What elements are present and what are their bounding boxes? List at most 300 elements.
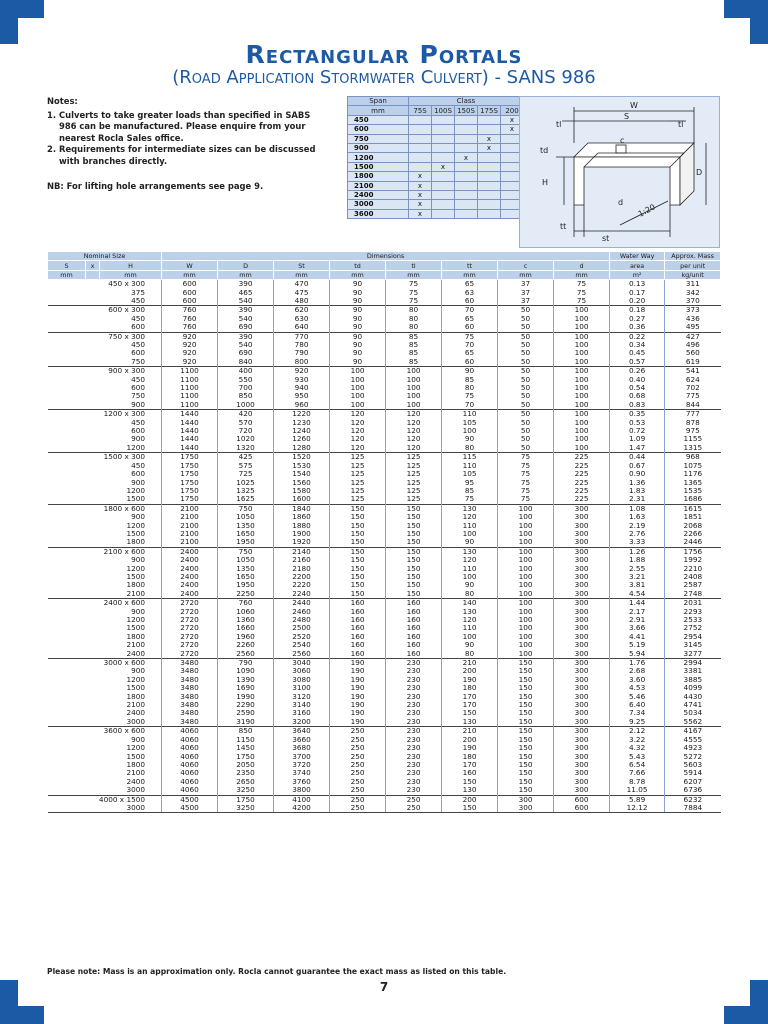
class-column-header: 100S (432, 106, 455, 115)
dimension-cell: 150 (498, 778, 554, 786)
class-row (348, 143, 524, 152)
table-row (48, 599, 721, 608)
dimension-cell: 230 (386, 727, 442, 736)
dimension-cell: 75 (498, 487, 554, 495)
table-row (48, 795, 721, 804)
dimension-cell: 1100 (162, 401, 218, 410)
dimension-cell: 3250 (218, 804, 274, 813)
dimension-cell: 70 (442, 401, 498, 410)
dimension-cell: 120 (442, 616, 498, 624)
column-header: d (554, 261, 610, 270)
nominal-size-cell: 450 (131, 460, 146, 470)
nominal-size-cell: 1500 (126, 528, 146, 538)
dimension-cell: 1050 (218, 556, 274, 564)
unit-header: mm (442, 270, 498, 279)
nominal-size-cell: 2400 (126, 776, 146, 786)
page-number: 7 (379, 980, 389, 994)
dimension-cell: 100 (498, 504, 554, 513)
dimension-cell: 619 (665, 358, 721, 367)
dimension-cell: 311 (665, 280, 721, 289)
dimension-cell: 110 (442, 624, 498, 632)
dimension-cell: 125 (386, 462, 442, 470)
dimension-cell: 300 (554, 573, 610, 581)
dimension-cell: 2.76 (610, 530, 665, 538)
class-mark: x (501, 115, 524, 124)
dimension-cell: 150 (386, 504, 442, 513)
dimension-cell: 5.19 (610, 641, 665, 649)
dimension-cell: 300 (554, 624, 610, 632)
dimension-cell: 75 (386, 289, 442, 297)
dimension-cell: 300 (554, 727, 610, 736)
dimension-cell: 2480 (274, 616, 330, 624)
dimension-cell: 7.66 (610, 769, 665, 777)
dimension-cell: 85 (386, 341, 442, 349)
dimension-cell: 5.43 (610, 753, 665, 761)
dimension-cell: 2.91 (610, 616, 665, 624)
dimension-cell: 1840 (274, 504, 330, 513)
dimension-cell: 3277 (665, 650, 721, 659)
dimension-cell: 100 (554, 349, 610, 357)
dimension-cell: 115 (442, 453, 498, 462)
dimension-cell: 4060 (162, 753, 218, 761)
dimension-cell: 370 (665, 297, 721, 306)
dimension-cell: 1440 (162, 427, 218, 435)
dimension-cell: 3080 (274, 676, 330, 684)
table-row (48, 667, 721, 675)
dimension-cell: 110 (442, 462, 498, 470)
dimension-cell: 1880 (274, 522, 330, 530)
dimension-cell: 150 (498, 769, 554, 777)
dimension-cell: 70 (442, 341, 498, 349)
dimension-cell: 120 (386, 410, 442, 419)
dimension-cell: 1.88 (610, 556, 665, 564)
dimension-cell: 3145 (665, 641, 721, 649)
dimension-cell: 75 (554, 297, 610, 306)
dimension-cell: 3480 (162, 701, 218, 709)
dimension-cell: 2.31 (610, 495, 665, 504)
dimension-cell: 100 (498, 522, 554, 530)
unit-header: mm (386, 270, 442, 279)
table-row (48, 513, 721, 521)
dimension-cell: 1535 (665, 487, 721, 495)
dimension-cell: 400 (218, 367, 274, 376)
dimension-cell: 1220 (274, 410, 330, 419)
dimension-cell: 190 (442, 744, 498, 752)
dimension-cell: 90 (330, 306, 386, 315)
dimension-cell: 1440 (162, 444, 218, 453)
dimension-cell: 702 (665, 384, 721, 392)
corner-decor-bottom-right-h (724, 1006, 768, 1024)
dimension-cell: 6.54 (610, 761, 665, 769)
dimension-cell: 300 (498, 795, 554, 804)
dimension-cell: 250 (330, 769, 386, 777)
dimension-cell: 230 (386, 761, 442, 769)
dimension-cell: 1100 (162, 367, 218, 376)
nominal-size-cell: 1200 (126, 442, 146, 452)
dimension-cell: 225 (554, 453, 610, 462)
dimension-cell: 2752 (665, 624, 721, 632)
dimension-cell: 75 (498, 479, 554, 487)
dimension-cell: 230 (386, 786, 442, 795)
label-c: c (620, 136, 625, 145)
dimension-cell: 1750 (218, 795, 274, 804)
unit-header: mm (554, 270, 610, 279)
dimension-cell: 230 (386, 693, 442, 701)
dimension-cell: 125 (386, 453, 442, 462)
dimension-cell: 80 (386, 323, 442, 332)
dimension-cell: 1.76 (610, 659, 665, 668)
dimension-cell: 1325 (218, 487, 274, 495)
class-mark (455, 143, 478, 152)
table-row (48, 427, 721, 435)
dimension-cell: 1176 (665, 470, 721, 478)
dimension-cell: 80 (386, 306, 442, 315)
dimension-cell: 190 (330, 718, 386, 727)
column-header: c (498, 261, 554, 270)
dimension-cell: 50 (498, 444, 554, 453)
dimension-cell: 1750 (162, 462, 218, 470)
dimension-cell: 2068 (665, 522, 721, 530)
dimension-cell: 100 (386, 401, 442, 410)
span-value: 3000 (348, 200, 409, 209)
dimension-cell: 4.41 (610, 633, 665, 641)
dimension-cell: 1750 (218, 753, 274, 761)
dimension-cell: 100 (498, 616, 554, 624)
mass-disclaimer: Please note: Mass is an approximation only. Rocla cannot guarantee the exact mass as listed on this table. (47, 967, 507, 976)
dimension-cell: 540 (218, 315, 274, 323)
dimension-cell: 100 (498, 530, 554, 538)
dimension-cell: 150 (386, 565, 442, 573)
dimension-cell: 4555 (665, 736, 721, 744)
dimension-cell: 150 (386, 556, 442, 564)
dimension-cell: 3680 (274, 744, 330, 752)
table-row (48, 315, 721, 323)
table-row (48, 769, 721, 777)
dimension-cell: 1440 (162, 410, 218, 419)
dimension-cell: 1756 (665, 547, 721, 556)
dimension-cell: 3381 (665, 667, 721, 675)
dimension-cell: 130 (442, 608, 498, 616)
dimension-cell: 2220 (274, 581, 330, 589)
table-row (48, 633, 721, 641)
nominal-size-cell: 1800 (126, 631, 146, 641)
dimension-cell: 3.33 (610, 538, 665, 547)
dimension-cell: 230 (386, 736, 442, 744)
dimension-cell: 1020 (218, 435, 274, 443)
dimension-cell: 300 (554, 736, 610, 744)
dimension-cell: 1.26 (610, 547, 665, 556)
class-mark (478, 172, 501, 181)
dimension-cell: 3190 (218, 718, 274, 727)
dimension-cell: 2350 (218, 769, 274, 777)
dimension-cell: 250 (330, 736, 386, 744)
dimension-cell: 105 (442, 470, 498, 478)
dimension-cell: 600 (162, 280, 218, 289)
dimension-cell: 90 (442, 641, 498, 649)
column-header: area (610, 261, 665, 270)
nominal-size-cell: 2100 (126, 588, 146, 598)
dimension-cell: 85 (386, 332, 442, 341)
dimension-cell: 70 (442, 306, 498, 315)
dimension-cell: 850 (218, 392, 274, 400)
dimension-cell: 150 (498, 676, 554, 684)
dimension-cell: 300 (554, 684, 610, 692)
dimension-cell: 80 (442, 444, 498, 453)
dimension-cell: 80 (386, 315, 442, 323)
dimension-cell: 840 (218, 358, 274, 367)
dimension-cell: 150 (330, 522, 386, 530)
column-header: tt (442, 261, 498, 270)
dimension-cell: 2250 (218, 590, 274, 599)
dimension-cell: 3200 (274, 718, 330, 727)
label-d-upper: D (696, 168, 703, 177)
dimension-cell: 75 (554, 280, 610, 289)
dimension-cell: 0.20 (610, 297, 665, 306)
dimension-cell: 1025 (218, 479, 274, 487)
dimension-cell: 75 (498, 462, 554, 470)
dimension-cell: 120 (442, 556, 498, 564)
dimension-cell: 541 (665, 367, 721, 376)
dimension-cell: 230 (386, 753, 442, 761)
dimension-cell: 2954 (665, 633, 721, 641)
class-row (348, 181, 524, 190)
dimension-cell: 250 (330, 744, 386, 752)
note-item (47, 110, 322, 145)
dimension-cell: 760 (218, 599, 274, 608)
column-header: tl (386, 261, 442, 270)
dimension-cell: 2720 (162, 633, 218, 641)
dimension-cell: 640 (274, 323, 330, 332)
dimension-cell: 3480 (162, 693, 218, 701)
dimension-cell: 50 (498, 306, 554, 315)
table-row (48, 684, 721, 692)
nominal-size-cell: 900 (131, 666, 146, 676)
class-mark (455, 200, 478, 209)
nominal-size-cell: 900 (131, 512, 146, 522)
nominal-size-header: Nominal Size (48, 252, 162, 261)
cross-section-diagram (519, 96, 720, 248)
dimension-cell: 300 (554, 538, 610, 547)
dimension-cell: 75 (498, 470, 554, 478)
dimension-cell: 1350 (218, 522, 274, 530)
dimension-cell: 125 (330, 487, 386, 495)
dimension-cell: 100 (554, 419, 610, 427)
dimension-cell: 150 (498, 684, 554, 692)
dimension-cell: 90 (330, 289, 386, 297)
class-column-header: 75S (409, 106, 432, 115)
dimension-cell: 436 (665, 315, 721, 323)
dimension-cell: 190 (330, 709, 386, 717)
dimension-cell: 2290 (218, 701, 274, 709)
nominal-size-cell: 600 (131, 322, 146, 332)
dimension-cell: 300 (554, 556, 610, 564)
table-row (48, 522, 721, 530)
note-text: Culverts to take greater loads than specified in SABS 986 can be manufactured. Please enquire from your nearest Rocla Sales office. (59, 109, 311, 143)
unit-header: mm (218, 270, 274, 279)
class-mark (432, 209, 455, 218)
class-mark (455, 115, 478, 124)
dimension-cell: 160 (330, 616, 386, 624)
dimension-cell: 3480 (162, 676, 218, 684)
dimension-cell: 2400 (162, 565, 218, 573)
note-number: 1. (47, 109, 57, 120)
dimension-cell: 250 (386, 804, 442, 813)
dimension-cell: 190 (330, 701, 386, 709)
dimension-cell: 50 (498, 341, 554, 349)
dimension-cell: 2720 (162, 641, 218, 649)
dimension-cell: 37 (498, 280, 554, 289)
dimension-cell: 780 (274, 341, 330, 349)
nominal-size-cell: 900 (131, 434, 146, 444)
dimension-cell: 80 (442, 590, 498, 599)
dimension-cell: 120 (386, 419, 442, 427)
table-row (48, 547, 721, 556)
table-row (48, 435, 721, 443)
span-value: 750 (348, 134, 409, 143)
dimension-cell: 130 (442, 718, 498, 727)
dimension-cell: 150 (386, 522, 442, 530)
dimension-cell: 125 (386, 495, 442, 504)
nominal-size-cell: 3000 (126, 785, 146, 795)
nominal-size-cell: 1500 (126, 494, 146, 504)
span-value: 1200 (348, 153, 409, 162)
dimension-cell: 50 (498, 332, 554, 341)
dimension-cell: 6207 (665, 778, 721, 786)
dimension-cell: 60 (442, 358, 498, 367)
dimension-cell: 4060 (162, 769, 218, 777)
dimension-cell: 4060 (162, 744, 218, 752)
dimension-cell: 1580 (274, 487, 330, 495)
dimension-cell: 120 (386, 444, 442, 453)
dimension-cell: 1450 (218, 744, 274, 752)
dimension-cell: 4060 (162, 786, 218, 795)
dimension-cell: 100 (498, 624, 554, 632)
nominal-size-cell: 900 (131, 399, 146, 409)
dimension-cell: 75 (498, 495, 554, 504)
dimension-cell: 50 (498, 315, 554, 323)
nominal-size-cell: 3000 x 600 (48, 659, 162, 668)
dimension-cell: 90 (442, 581, 498, 589)
dimension-cell: 100 (442, 530, 498, 538)
dimension-cell: 200 (442, 795, 498, 804)
dimension-cell: 2210 (665, 565, 721, 573)
mass-header: Approx. Mass (665, 252, 721, 261)
class-mark: x (409, 209, 432, 218)
span-value: 1500 (348, 162, 409, 171)
table-row (48, 641, 721, 649)
dimension-cell: 230 (386, 709, 442, 717)
dimension-cell: 2100 (162, 513, 218, 521)
class-mark (432, 172, 455, 181)
dimension-cell: 150 (442, 709, 498, 717)
dimension-cell: 0.90 (610, 470, 665, 478)
dimension-cell: 150 (330, 547, 386, 556)
dimension-cell: 300 (554, 581, 610, 589)
dimension-cell: 2400 (162, 556, 218, 564)
dimension-cell: 2.12 (610, 727, 665, 736)
dimension-cell: 170 (442, 701, 498, 709)
dimension-cell: 120 (330, 444, 386, 453)
dimension-cell: 2160 (274, 556, 330, 564)
dimension-cell: 120 (330, 435, 386, 443)
dimension-cell: 1750 (162, 495, 218, 504)
column-header: td (330, 261, 386, 270)
dimension-cell: 150 (498, 727, 554, 736)
table-row (48, 384, 721, 392)
nominal-size-cell: 1800 (126, 580, 146, 590)
dimension-cell: 85 (386, 358, 442, 367)
table-row (48, 761, 721, 769)
table-row (48, 401, 721, 410)
dimension-cell: 1365 (665, 479, 721, 487)
dimension-cell: 250 (330, 753, 386, 761)
dimension-cell: 3480 (162, 718, 218, 727)
nominal-size-cell: 1200 (126, 674, 146, 684)
dimension-cell: 250 (330, 804, 386, 813)
notes-section (47, 96, 322, 193)
dimension-cell: 230 (386, 718, 442, 727)
dimension-cell: 1240 (274, 427, 330, 435)
class-mark (409, 162, 432, 171)
dimension-cell: 190 (330, 676, 386, 684)
dimension-cell: 0.34 (610, 341, 665, 349)
dimension-cell: 120 (330, 427, 386, 435)
dimension-cell: 75 (554, 289, 610, 297)
table-row (48, 323, 721, 332)
dimension-cell: 2748 (665, 590, 721, 599)
class-mark (478, 190, 501, 199)
dimension-cell: 75 (442, 495, 498, 504)
dimension-cell: 100 (498, 547, 554, 556)
dimension-cell: 9.25 (610, 718, 665, 727)
dimension-cell: 5603 (665, 761, 721, 769)
dimension-cell: 75 (442, 392, 498, 400)
class-mark (409, 125, 432, 134)
dimension-cell: 1560 (274, 479, 330, 487)
nominal-size-cell: 450 (131, 313, 146, 323)
dimension-cell: 2520 (274, 633, 330, 641)
dimension-cell: 150 (498, 701, 554, 709)
dimension-cell: 150 (386, 530, 442, 538)
dimension-cell: 100 (554, 384, 610, 392)
table-row (48, 392, 721, 400)
nominal-size-cell: 1500 (126, 683, 146, 693)
dimension-cell: 250 (330, 727, 386, 736)
dimension-cell: 1686 (665, 495, 721, 504)
dimension-cell: 495 (665, 323, 721, 332)
dimension-cell: 1750 (162, 453, 218, 462)
dimension-cell: 0.40 (610, 376, 665, 384)
dimension-cell: 110 (442, 410, 498, 419)
dimension-cell: 7.34 (610, 709, 665, 717)
column-header: per unit (665, 261, 721, 270)
dimension-cell: 90 (330, 349, 386, 357)
dimension-cell: 100 (386, 367, 442, 376)
corner-decor-top-right-h (724, 0, 768, 18)
nominal-size-cell: 2400 x 600 (48, 599, 162, 608)
dimension-cell: 300 (498, 804, 554, 813)
dimension-cell: 65 (442, 315, 498, 323)
dimension-cell: 180 (442, 684, 498, 692)
dimension-cell: 3480 (162, 659, 218, 668)
dimension-cell: 2.55 (610, 565, 665, 573)
dimension-cell: 1090 (218, 667, 274, 675)
nominal-size-cell: 1500 (126, 623, 146, 633)
dimension-cell: 420 (218, 410, 274, 419)
dimension-cell: 1.44 (610, 599, 665, 608)
dimension-cell: 90 (330, 323, 386, 332)
dimension-cell: 75 (386, 297, 442, 306)
